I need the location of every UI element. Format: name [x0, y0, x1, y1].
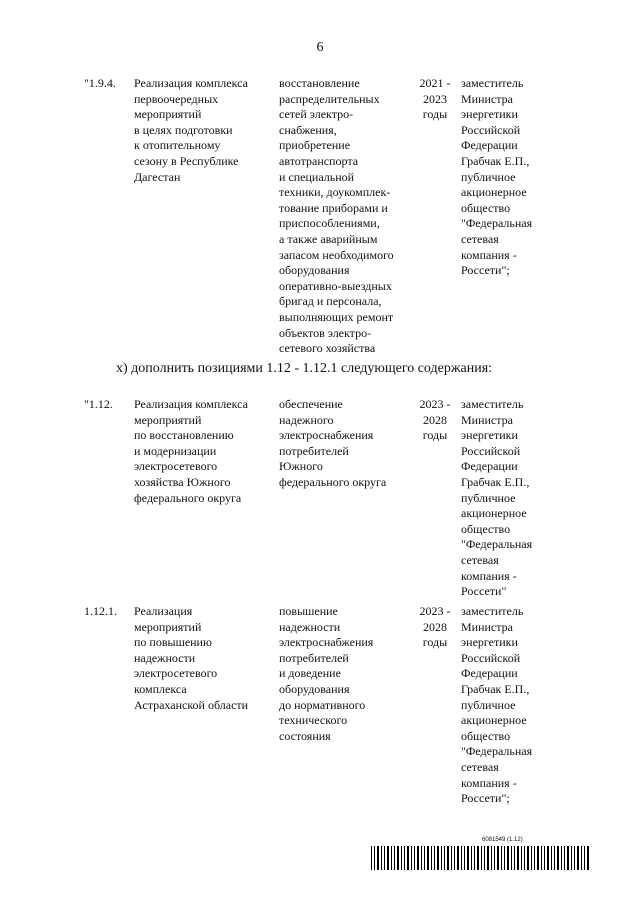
text-line: публичное [461, 490, 516, 505]
text-line: заместитель [461, 397, 524, 411]
text-line: техники, доукомплек- [279, 185, 391, 200]
text-line: Федерации [461, 459, 518, 474]
text-line: компания - [461, 247, 517, 262]
text-line: общество [461, 521, 511, 536]
text-line: Грабчак Е.П., [461, 474, 530, 489]
text-line: в целях подготовки [134, 122, 233, 137]
text-line: Грабчак Е.П., [461, 153, 530, 168]
item-responsible [461, 76, 561, 279]
text-line: публичное [461, 169, 516, 184]
text-line: мероприятий [134, 619, 202, 634]
text-line: первоочередных [134, 91, 219, 106]
text-line: по восстановлению [134, 428, 234, 443]
text-line: Российской [461, 650, 521, 665]
text-line: тование приборами и [279, 200, 388, 215]
text-line: общество [461, 200, 511, 215]
text-line: "Федеральная [461, 744, 533, 759]
text-line: автотранспорта [279, 153, 359, 168]
text-line: приобретение [279, 138, 351, 153]
section-heading: х) дополнить позициями 1.12 - 1.12.1 следующего содержания: [116, 361, 493, 376]
text-line: электроснабжения [279, 428, 374, 443]
text-line: оборудования [279, 681, 350, 696]
text-line: запасом необходимого [279, 247, 394, 262]
item-responsible [461, 397, 561, 600]
text-line: Реализация комплекса [134, 397, 248, 411]
text-line: акционерное [461, 185, 527, 200]
text-line: состояния [279, 728, 331, 743]
text-line: оборудования [279, 263, 350, 278]
text-line: Федерации [461, 138, 518, 153]
text-line: по повышению [134, 635, 212, 650]
text-line: энергетики [461, 635, 518, 650]
text-line: выполняющих ремонт [279, 309, 394, 324]
text-line: заместитель [461, 604, 524, 618]
text-line: Министра [461, 91, 513, 106]
text-line: Министра [461, 412, 513, 427]
text-line: годы [422, 107, 448, 122]
text-line: Министра [461, 619, 513, 634]
text-line: объектов электро- [279, 325, 372, 340]
text-line: 2023 - [419, 397, 451, 411]
text-line: и доведение [279, 666, 341, 681]
text-line: сетей электро- [279, 107, 354, 122]
text-line: повышение [279, 604, 338, 618]
text-line: 2028 [423, 619, 447, 634]
text-line: восстановление [279, 76, 360, 90]
text-line: "Федеральная [461, 537, 533, 552]
text-line: Россети" [461, 584, 507, 599]
text-line: энергетики [461, 428, 518, 443]
text-line: 2023 - [419, 604, 451, 618]
text-line: а также аварийным [279, 231, 378, 246]
text-line: электросетевого [134, 459, 218, 474]
item-period [412, 397, 458, 444]
item-name [134, 76, 274, 185]
barcode-caption: 6081549 (1.12) [482, 837, 523, 843]
text-line: Грабчак Е.П., [461, 681, 530, 696]
item-number: "1.12. [84, 397, 113, 411]
text-line: сетевая [461, 759, 499, 774]
item-result [279, 397, 409, 491]
text-line: Федерации [461, 666, 518, 681]
item-name [134, 397, 274, 506]
item-number: "1.9.4. [84, 76, 116, 90]
text-line: Астраханской области [134, 697, 249, 712]
text-line: мероприятий [134, 412, 202, 427]
text-line: надежного [279, 412, 334, 427]
text-line: технического [279, 713, 348, 728]
text-line: сетевая [461, 552, 499, 567]
text-line: сетевая [461, 231, 499, 246]
text-line: до нормативного [279, 697, 366, 712]
text-line: Дагестан [134, 169, 181, 184]
page-number: 6 [316, 40, 324, 55]
text-line: энергетики [461, 107, 518, 122]
text-line: комплекса [134, 681, 187, 696]
text-line: 2021 - [419, 76, 451, 90]
text-line: оперативно-выездных [279, 278, 392, 293]
text-line: Россети"; [461, 791, 510, 806]
barcode-icon [371, 846, 593, 870]
text-line: потребителей [279, 443, 349, 458]
text-line: годы [422, 635, 448, 650]
text-line: и специальной [279, 169, 355, 184]
text-line: Южного [279, 459, 323, 474]
text-line: акционерное [461, 506, 527, 521]
text-line: заместитель [461, 76, 524, 90]
item-result [279, 604, 409, 744]
text-line: распределительных [279, 91, 380, 106]
text-line: надежности [279, 619, 341, 634]
item-period [412, 76, 458, 123]
text-line: федерального округа [279, 474, 387, 489]
text-line: к отопительному [134, 138, 221, 153]
text-line: 2023 [423, 91, 447, 106]
text-line: Реализация [134, 604, 193, 618]
text-line: Российской [461, 122, 521, 137]
text-line: 2028 [423, 412, 447, 427]
text-line: электросетевого [134, 666, 218, 681]
text-line: годы [422, 428, 448, 443]
text-line: Реализация комплекса [134, 76, 248, 90]
text-line: компания - [461, 775, 517, 790]
text-line: приспособлениями, [279, 216, 380, 231]
item-number: 1.12.1. [84, 604, 117, 618]
text-line: акционерное [461, 713, 527, 728]
text-line: снабжения, [279, 122, 337, 137]
text-line: Российской [461, 443, 521, 458]
text-line: общество [461, 728, 511, 743]
text-line: "Федеральная [461, 216, 533, 231]
item-name [134, 604, 274, 713]
text-line: федерального округа [134, 490, 242, 505]
text-line: мероприятий [134, 107, 202, 122]
text-line: компания - [461, 568, 517, 583]
text-line: и модернизации [134, 443, 217, 458]
text-line: обеспечение [279, 397, 343, 411]
text-line: хозяйства Южного [134, 474, 231, 489]
text-line: электроснабжения [279, 635, 374, 650]
text-line: бригад и персонала, [279, 294, 382, 309]
text-line: надежности [134, 650, 196, 665]
text-line: потребителей [279, 650, 349, 665]
text-line: Россети"; [461, 263, 510, 278]
item-responsible [461, 604, 561, 807]
item-period [412, 604, 458, 651]
text-line: сетевого хозяйства [279, 341, 376, 356]
item-result [279, 76, 409, 357]
text-line: публичное [461, 697, 516, 712]
text-line: сезону в Республике [134, 153, 239, 168]
